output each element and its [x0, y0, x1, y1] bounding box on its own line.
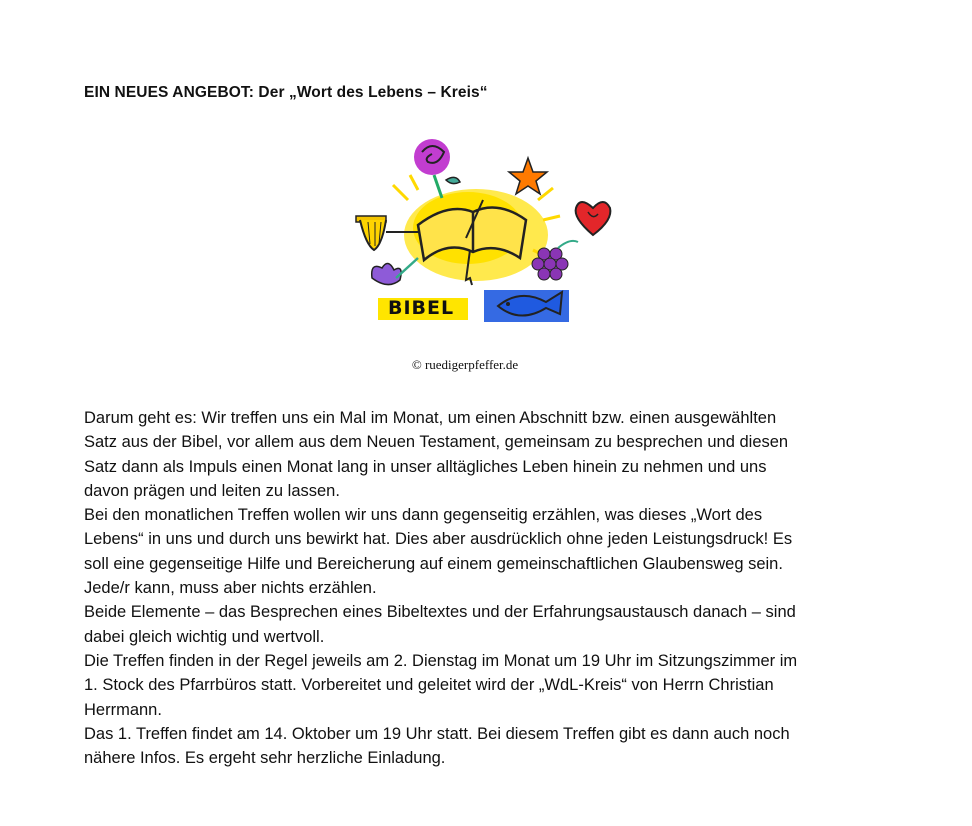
text-line: Bei den monatlichen Treffen wollen wir uns dann gegenseitig erzählen, was dieses „Wort des: [84, 506, 763, 525]
bible-label: BIBEL: [388, 297, 455, 319]
text-line: Satz dann als Impuls einen Monat lang in unser alltägliches Leben hinein zu nehmen und uns: [84, 457, 767, 476]
text-line: Das 1. Treffen findet am 14. Oktober um 19 Uhr statt. Bei diesem Treffen gibt es dann auch noch: [84, 724, 790, 743]
text-line: dabei gleich wichtig und wertvoll.: [84, 627, 325, 646]
page-title: EIN NEUES ANGEBOT: Der „Wort des Lebens – Kreis“: [84, 84, 488, 101]
body-text: [84, 406, 884, 770]
text-line: davon prägen und leiten zu lassen.: [84, 481, 340, 500]
text-line: Die Treffen finden in der Regel jeweils am 2. Dienstag im Monat um 19 Uhr im Sitzungszimmer im: [84, 651, 798, 670]
text-line: Darum geht es: Wir treffen uns ein Mal im Monat, um einen Abschnitt bzw. einen ausgewählten: [84, 409, 777, 427]
paragraph: [84, 503, 884, 600]
image-credit: © ruedigerpfeffer.de: [411, 357, 519, 372]
text-line: soll eine gegenseitige Hilfe und Bereicherung auf einem gemeinschaftlichen Glaubensweg sein.: [84, 554, 783, 573]
paragraph: [84, 600, 884, 649]
text-line: 1. Stock des Pfarrbüros statt. Vorbereitet und geleitet wird der „WdL-Kreis“ von Herrn Christian: [84, 676, 774, 695]
text-line: Herrmann.: [84, 700, 162, 719]
paragraph: [84, 406, 884, 503]
text-line: Lebens“ in uns und durch uns bewirkt hat. Dies aber ausdrücklich ohne jeden Leistungsdruck! Es: [84, 530, 793, 549]
paragraph: [84, 722, 884, 771]
text-line: Jede/r kann, muss aber nichts erzählen.: [84, 579, 377, 598]
bible-illustration-icon: [348, 130, 623, 330]
text-line: Beide Elemente – das Besprechen eines Bibeltextes und der Erfahrungsaustausch danach – sind: [84, 603, 796, 622]
text-line: nähere Infos. Es ergeht sehr herzliche Einladung.: [84, 749, 446, 768]
text-line: Satz aus der Bibel, vor allem aus dem Neuen Testament, gemeinsam zu besprechen und diesen: [84, 433, 789, 452]
paragraph: [84, 649, 884, 722]
